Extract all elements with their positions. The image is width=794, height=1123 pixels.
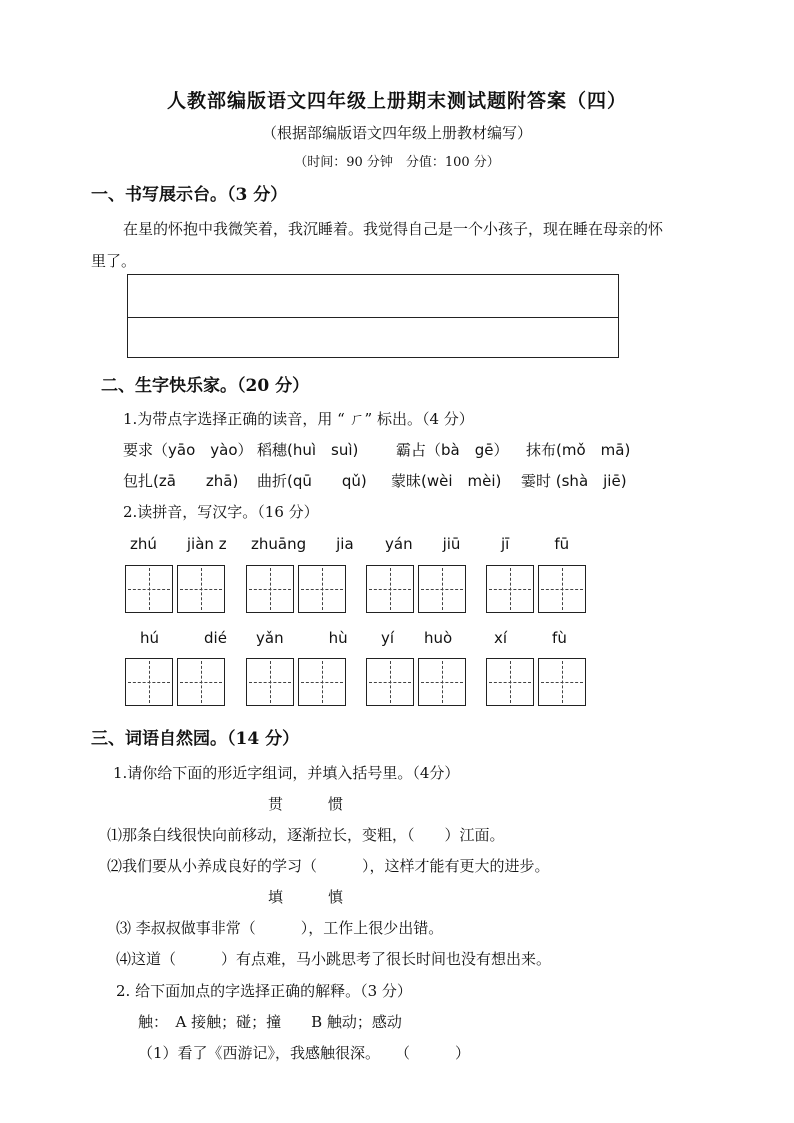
char-grid-cell[interactable] (125, 565, 173, 613)
pinyin-label: yí huò (381, 629, 453, 647)
section-3-heading: 三、词语自然园。（14 分） (91, 729, 300, 749)
pinyin-label: yán jiū (385, 535, 461, 553)
char-grid-cell[interactable] (418, 565, 466, 613)
char-grid-cell[interactable] (538, 565, 586, 613)
pinyin-label: zhuāng jia (251, 535, 354, 553)
reading-choice[interactable]: 霎时 (shà jiē) (521, 472, 627, 490)
s3-q1-prompt: 1.请你给下面的形近字组词，并填入括号里。（4分） (113, 764, 460, 782)
char-grid-cell[interactable] (298, 658, 346, 706)
reading-choice[interactable]: 抹布(mǒ mā) (526, 441, 631, 459)
page-subtitle: （根据部编版语文四年级上册教材编写） (261, 124, 532, 142)
char-grid-cell[interactable] (177, 658, 225, 706)
fill-sentence-4[interactable]: ⑷这道（ ）有点难，马小跳思考了很长时间也没有想出来。 (116, 950, 552, 968)
definition-options: 触： A 接触；碰；撞 B 触动；感动 (138, 1013, 402, 1031)
q1-prompt: 1.为带点字选择正确的读音，用 “ ㄏ” 标出。（4 分） (123, 410, 474, 428)
char-grid-cell[interactable] (538, 658, 586, 706)
char-grid-cell[interactable] (366, 565, 414, 613)
pinyin-label: xí fù (494, 629, 567, 647)
exam-meta: （时间：90 分钟 分值：100 分） (294, 155, 500, 170)
writing-box[interactable] (127, 274, 619, 358)
char-grid-cell[interactable] (486, 658, 534, 706)
passage-line-1: 在星的怀抱中我微笑着，我沉睡着。我觉得自己是一个小孩子，现在睡在母亲的怀 (123, 220, 664, 238)
pinyin-label: zhú jiàn z (130, 535, 227, 553)
reading-choice[interactable]: 要求（yāo yào） (123, 441, 253, 459)
definition-item-1[interactable]: （1）看了《西游记》，我感触很深。 （ ） (138, 1044, 471, 1062)
pinyin-label: yǎn hù (256, 629, 348, 647)
pinyin-label: jī fū (501, 535, 570, 553)
reading-choice[interactable]: 稻穗(huì suì) (257, 441, 359, 459)
s3-q2-prompt: 2. 给下面加点的字选择正确的解释。（3 分） (116, 982, 412, 1000)
pinyin-label: hú dié (140, 629, 227, 647)
fill-sentence-3[interactable]: ⑶ 李叔叔做事非常（ ），工作上很少出错。 (116, 919, 444, 937)
reading-choice[interactable]: 曲折(qū qǔ) (257, 472, 367, 490)
q2-prompt: 2.读拼音，写汉字。（16 分） (123, 503, 319, 521)
char-grid-cell[interactable] (246, 658, 294, 706)
reading-choice[interactable]: 包扎(zā zhā) (123, 472, 239, 490)
section-1-heading: 一、书写展示台。（3 分） (91, 185, 288, 205)
fill-sentence-2[interactable]: ⑵我们要从小养成良好的学习（ ），这样才能有更大的进步。 (107, 857, 550, 875)
writing-box-divider (128, 317, 618, 318)
section-2-heading: 二、生字快乐家。（20 分） (101, 376, 310, 396)
char-pair-2: 填 慎 (268, 888, 344, 906)
char-grid-cell[interactable] (177, 565, 225, 613)
char-grid-cell[interactable] (418, 658, 466, 706)
char-grid-cell[interactable] (486, 565, 534, 613)
reading-choice[interactable]: 蒙昧(wèi mèi) (391, 472, 502, 490)
fill-sentence-1[interactable]: ⑴那条白线很快向前移动，逐渐拉长，变粗，（ ）江面。 (107, 826, 505, 844)
page-title: 人教部编版语文四年级上册期末测试题附答案（四） (166, 90, 627, 112)
char-grid-cell[interactable] (298, 565, 346, 613)
reading-choice[interactable]: 霸占（bà gē） (396, 441, 509, 459)
char-grid-cell[interactable] (125, 658, 173, 706)
char-grid-cell[interactable] (366, 658, 414, 706)
char-grid-cell[interactable] (246, 565, 294, 613)
passage-line-2: 里了。 (91, 252, 137, 270)
char-pair-1: 贯 惯 (268, 795, 344, 813)
